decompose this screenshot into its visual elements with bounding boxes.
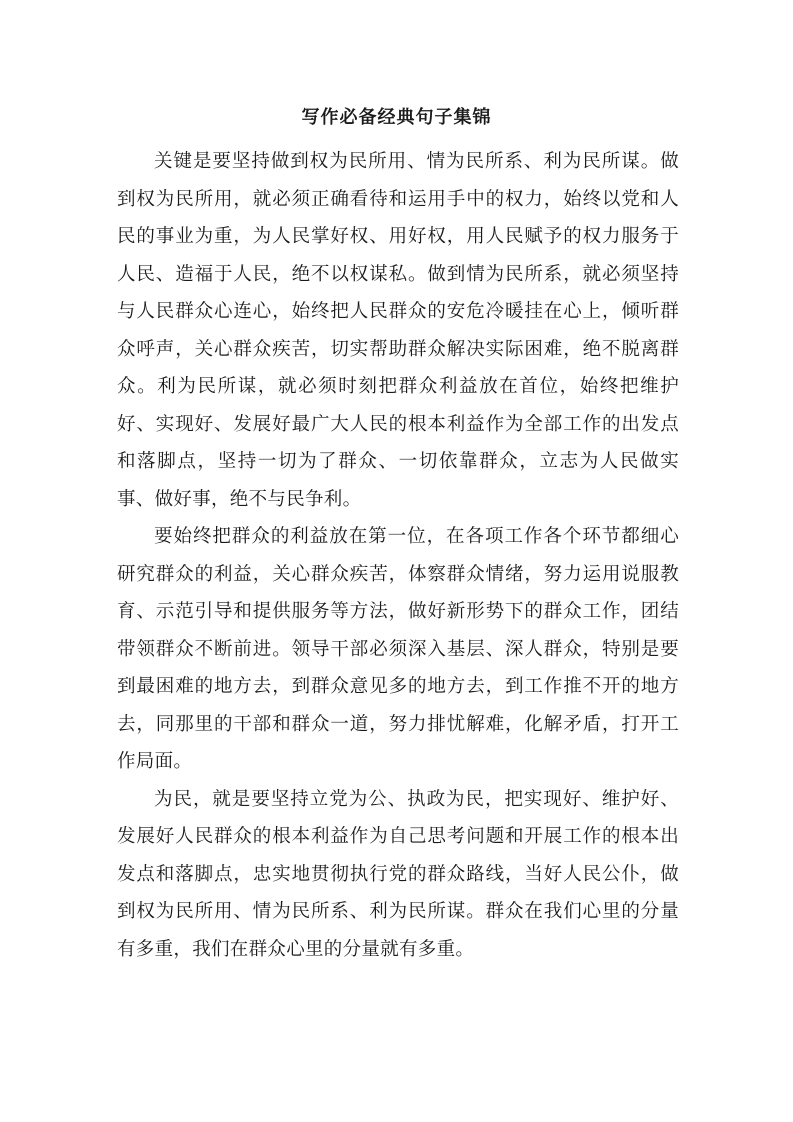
paragraph-3: 为民，就是要坚持立党为公、执政为民，把实现好、维护好、发展好人民群众的根本利益作为自己思考问题和开展工作的根本出发点和落脚点，忠实地贯彻执行党的群众路线，当好人民公仆，做到权为民所用、情为民所系、利为民所谋。群众在我们心里的分量有多重，我们在群众心里的分量就有多重。 — [117, 788, 679, 960]
paragraph-1: 关键是要坚持做到权为民所用、情为民所系、利为民所谋。做到权为民所用，就必须正确看待和运用手中的权力，始终以党和人民的事业为重，为人民掌好权、用好权，用人民赋予的权力服务于人民、造福于人民，绝不以权谋私。做到情为民所系，就必须坚持与人民群众心连心，始终把人民群众的安危冷暖挂在心上，倾听群众呼声，关心群众疾苦，切实帮助群众解决实际困难，绝不脱离群众。利为民所谋，就必须时刻把群众利益放在首位，始终把维护好、实现好、发展好最广大人民的根本利益作为全部工作的出发点和落脚点，坚持一切为了群众、一切依靠群众，立志为人民做实事、做好事，绝不与民争利。 — [117, 151, 679, 510]
paragraph-2: 要始终把群众的利益放在第一位，在各项工作各个环节都细心研究群众的利益，关心群众疾苦，体察群众情绪，努力运用说服教育、示范引导和提供服务等方法，做好新形势下的群众工作，团结带领群众不断前进。领导干部必须深入基层、深人群众，特别是要到最困难的地方去，到群众意见多的地方去，到工作推不开的地方去，同那里的干部和群众一道，努力排忧解难，化解矛盾，打开工作局面。 — [117, 526, 679, 772]
page-title: 写作必备经典句子集锦 — [301, 107, 492, 128]
document-body — [117, 143, 679, 968]
